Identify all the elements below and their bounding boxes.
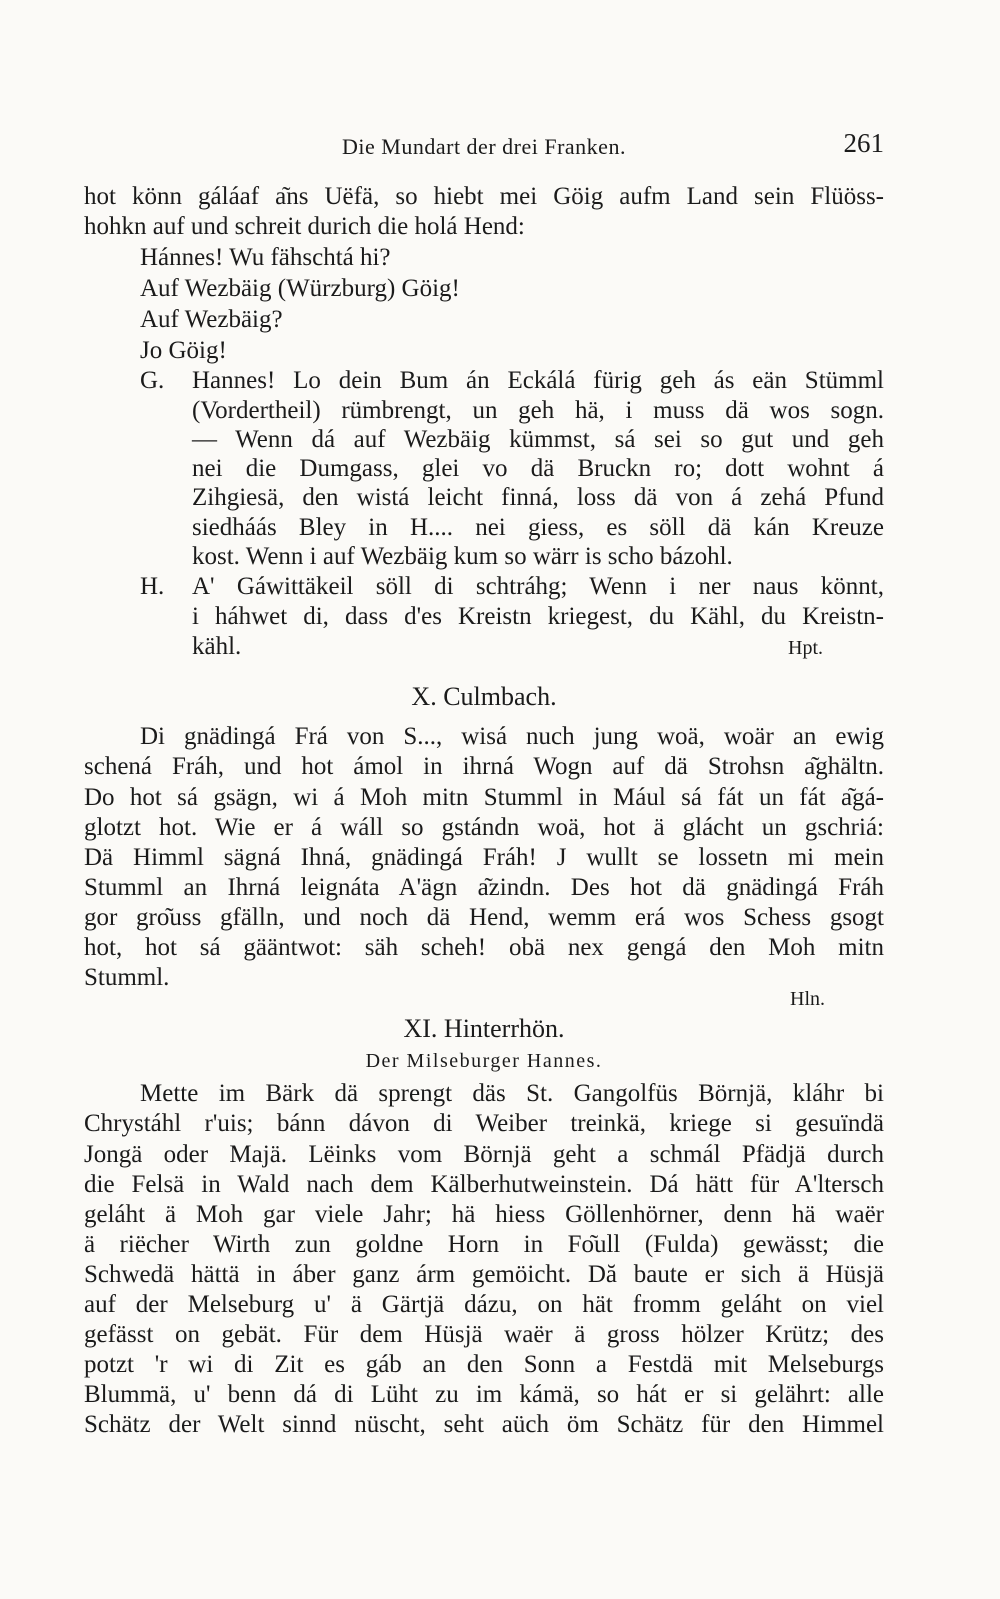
speech-line: kähl.	[192, 633, 242, 660]
section-heading: X. Culmbach.	[411, 682, 557, 711]
text-line: Schätz der Welt sinnd nüscht, seht aüch öm Schätz für den Himmel	[84, 1411, 884, 1438]
speaker-label: G.	[140, 367, 165, 394]
speech-line: siedháás Bley in H.... nei giess, es söll dä kán Kreuze	[192, 514, 884, 541]
text-line: Stumml.	[84, 964, 170, 991]
dialogue-line: Jo Göig!	[140, 337, 227, 364]
running-title: Die Mundart der drei Franken.	[342, 134, 626, 159]
text-line: Jongä oder Majä. Lëinks vom Börnjä geht a schmál Pfädjä durch	[84, 1141, 884, 1168]
speech-h-first-line	[140, 572, 884, 602]
text-line: gor gro͂uss gfälln, und noch dä Hend, wemm erá wos Schess gsogt	[84, 904, 884, 931]
dialogue-line: Hánnes! Wu fähschtá hi?	[140, 244, 391, 271]
text-line: Di gnädingá Frá von S..., wisá nuch jung woä, woär an ewig	[140, 723, 884, 750]
text-line: glotzt hot. Wie er á wáll so gstándn woä, hot ä glácht un gschriá:	[84, 814, 884, 841]
text-line: die Felsä in Wald nach dem Kälberhutweinstein. Dá hätt für A'ltersch	[84, 1171, 884, 1198]
text-line: potzt 'r wi di Zit es gáb an den Sonn a Festdä mit Melseburgs	[84, 1351, 884, 1378]
text-line: auf der Melseburg u' ä Gärtjä dázu, on hät fromm geláht on viel	[84, 1291, 884, 1318]
author-signature: Hpt.	[788, 637, 823, 659]
text-line: hot könn gáláaf a͂ns Uëfä, so hiebt mei Göig aufm Land sein Flüöss-	[84, 183, 884, 210]
speech-line: (Vordertheil) rümbrengt, un geh hä, i muss dä wos sogn.	[192, 397, 884, 424]
page-number: 261	[843, 128, 884, 158]
text-line: Mette im Bärk dä sprengt däs St. Gangolfüs Börnjä, kláhr bi	[140, 1080, 884, 1107]
text-line: schená Fráh, und hot ámol in ihrná Wogn auf dä Strohsn a͂ghältn.	[84, 753, 884, 780]
dialogue-line: Auf Wezbäig?	[140, 306, 283, 333]
text-line: ä riëcher Wirth zun goldne Horn in Fo͂ull (Fulda) gewässt; die	[84, 1231, 884, 1258]
text-line: hot, hot sá gääntwot: säh scheh! obä nex gengá den Moh mitn	[84, 934, 884, 961]
text-line: hohkn auf und schreit durich die holá Hend:	[84, 213, 525, 240]
section-subheading: Der Milseburger Hannes.	[365, 1050, 603, 1072]
text-line: geláht ä Moh gar viele Jahr; hä hiess Göllenhörner, denn hä waër	[84, 1201, 884, 1228]
speech-line: kost. Wenn i auf Wezbäig kum so wärr is scho bázohl.	[192, 543, 733, 570]
text-line: Stumml an Ihrná leignáta A'ägn a͂zindn. Des hot dä gnädingá Fráh	[84, 874, 884, 901]
section-heading: XI. Hinterrhön.	[403, 1014, 565, 1043]
text-line: Dä Himml sägná Ihná, gnädingá Fráh! J wullt se lossetn mi mein	[84, 844, 884, 871]
speech-line: — Wenn dá auf Wezbäig kümmst, sá sei so gut und geh	[192, 426, 884, 453]
text-line: Schwedä hättä in áber ganz árm gemöicht. Dă baute er sich ä Hüsjä	[84, 1261, 884, 1288]
text-line: Blummä, u' benn dá di Lüht zu im kámä, so hát er si gelährt: alle	[84, 1381, 884, 1408]
speech-line: Hannes! Lo dein Bum án Eckálá fürig geh ás eän Stümml	[192, 367, 884, 394]
speech-g-first-line	[140, 366, 884, 396]
speaker-label: H.	[140, 573, 165, 600]
speech-line: i háhwet di, dass d'es Kreistn kriegest, du Kähl, du Kreistn-	[192, 603, 884, 630]
author-signature: Hln.	[790, 988, 825, 1010]
text-line: gefässt on gebät. Für dem Hüsjä waër ä gross hölzer Krütz; des	[84, 1321, 884, 1348]
speech-line: A' Gáwittäkeil söll di schtráhg; Wenn i ner naus könnt,	[192, 573, 884, 600]
running-head	[84, 128, 884, 160]
speech-line: nei die Dumgass, glei vo dä Bruckn ro; dott wohnt á	[192, 455, 884, 482]
text-line: Chrystáhl r'uis; bánn dávon di Weiber treinkä, kriege si gesuïndä	[84, 1110, 884, 1137]
text-line: Do hot sá gsägn, wi á Moh mitn Stumml in Mául sá fát un fát a͂gá-	[84, 784, 884, 811]
speech-line: Zihgiesä, den wistá leicht finná, loss dä von á zehá Pfund	[192, 484, 884, 511]
dialogue-line: Auf Wezbäig (Würzburg) Göig!	[140, 275, 460, 302]
